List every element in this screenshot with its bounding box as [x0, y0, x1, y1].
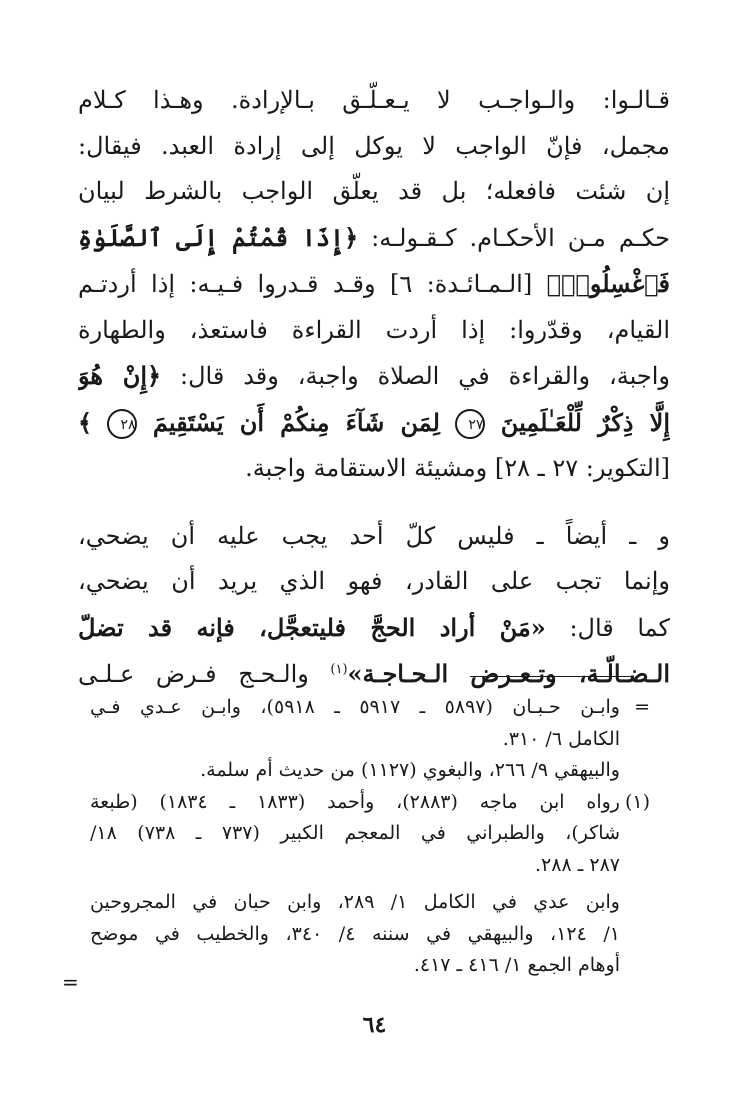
continues-marker: =	[62, 970, 79, 994]
footnote-1-continued	[90, 887, 650, 982]
page-number: ٦٤	[362, 1012, 387, 1038]
footnote-line: شاكر)، والطبراني في المعجم الكبير (٧٣٧ ـ ٧٣٨) ١٨/	[90, 822, 620, 844]
text-segment: كما قال:	[569, 613, 670, 642]
quran-quote: إِلَّا ذِكْرٌ لِّلْعَـٰلَمِينَ	[500, 407, 670, 437]
text-segment: [الـمـائـدة: ٦] وقـد قـدروا فـيـه: إذا أردتـم	[78, 270, 533, 298]
quran-quote: ﴿إِنْ هُوَ	[78, 361, 162, 390]
ayah-number-marker: ٢٨	[107, 409, 137, 439]
text-line	[78, 215, 670, 262]
quran-quote: لِمَن شَآءَ مِنكُمْ أَن يَسْتَقِيمَ	[152, 407, 440, 437]
footnote-continuation	[90, 692, 650, 787]
text-segment: حكـم مـن الأحكـام. كـقـولـه:	[371, 223, 670, 252]
quran-bracket: ﴾	[78, 407, 93, 437]
text-line	[78, 651, 670, 698]
text-line	[78, 400, 670, 447]
footnote-line: وابـن حـبـان (٥٨٩٧ ـ ٥٩١٧ ـ ٥٩١٨)، وابـن عـدي فـي	[90, 696, 620, 718]
hadith-quote: الـضـالّـة، وتـعـرض الـحـاجـة»	[347, 659, 670, 688]
text-line	[78, 261, 670, 308]
text-line	[78, 605, 670, 652]
footnote-line: أوهام الجمع ١/ ٤١٦ ـ ٤١٧.	[413, 954, 620, 976]
main-text	[78, 78, 670, 698]
text-line: القيام، وقدّروا: إذا أردت القراءة فاستعذ، والطهارة	[78, 315, 670, 344]
footnote-1	[90, 787, 650, 882]
footnote-line: رواه ابن ماجه (٢٨٨٣)، وأحمد (١٨٣٣ ـ ١٨٣٤) (طبعة	[90, 790, 620, 813]
footnote-reference: (١)	[330, 662, 348, 677]
text-line: وإنما تجب على القادر، فهو الذي يريد أن يضحي،	[78, 567, 670, 595]
quran-quote: فَٱغْسِلُوا۟﴾	[546, 269, 670, 298]
continuation-marker: =	[634, 696, 650, 718]
paragraph-1	[78, 78, 670, 492]
text-segment: والـحـج فـرض عـلـى	[78, 660, 309, 688]
footnote-marker: (١)	[624, 790, 650, 813]
footnote-separator	[470, 676, 634, 677]
text-segment: واجبة، والقراءة في الصلاة واجبة، وقد قال:	[179, 362, 670, 390]
footnote-line: والبيهقي ٩/ ٢٦٦، والبغوي (١١٢٧) من حديث أم سلمة.	[200, 759, 620, 781]
text-line: [التكوير: ٢٧ ـ ٢٨] ومشيئة الاستقامة واجبة.	[245, 454, 670, 482]
footnote-line: الكامل ٦/ ٣١٠.	[502, 727, 620, 750]
hadith-quote: «مَنْ أراد الحجَّ فليتعجَّل، فإنه قد تضلّ	[78, 612, 546, 642]
footnote-line: ١/ ١٢٤، والبيهقي في سننه ٤/ ٣٤٠، والخطيب في موضح	[90, 922, 620, 945]
paragraph-2	[78, 514, 670, 698]
footnote-line: وابن عدي في الكامل ١/ ٢٨٩، وابن حبان في المجروحين	[90, 891, 620, 913]
text-line: قـالـوا: والـواجـب لا يـعـلّـق بـالإرادة. وهـذا كـلام	[78, 86, 670, 114]
text-line	[78, 353, 670, 400]
footnotes	[90, 692, 650, 982]
text-line: إن شئت فافعله؛ بل قد يعلّق الواجب بالشرط لبيان	[78, 177, 670, 205]
ayah-number-marker: ٢٧	[455, 409, 485, 439]
footnote-line: ٢٨٧ ـ ٢٨٨.	[535, 853, 620, 876]
text-line: و ـ أيضاً ـ فليس كلّ أحد يجب عليه أن يضحي،	[78, 521, 670, 550]
text-line: مجمل، فإنّ الواجب لا يوكل إلى إرادة العبد. فيقال:	[78, 131, 670, 160]
quran-quote: ﴿إِذَا قُمْتُمْ إِلَى ٱلصَّلَوٰةِ	[78, 222, 359, 252]
